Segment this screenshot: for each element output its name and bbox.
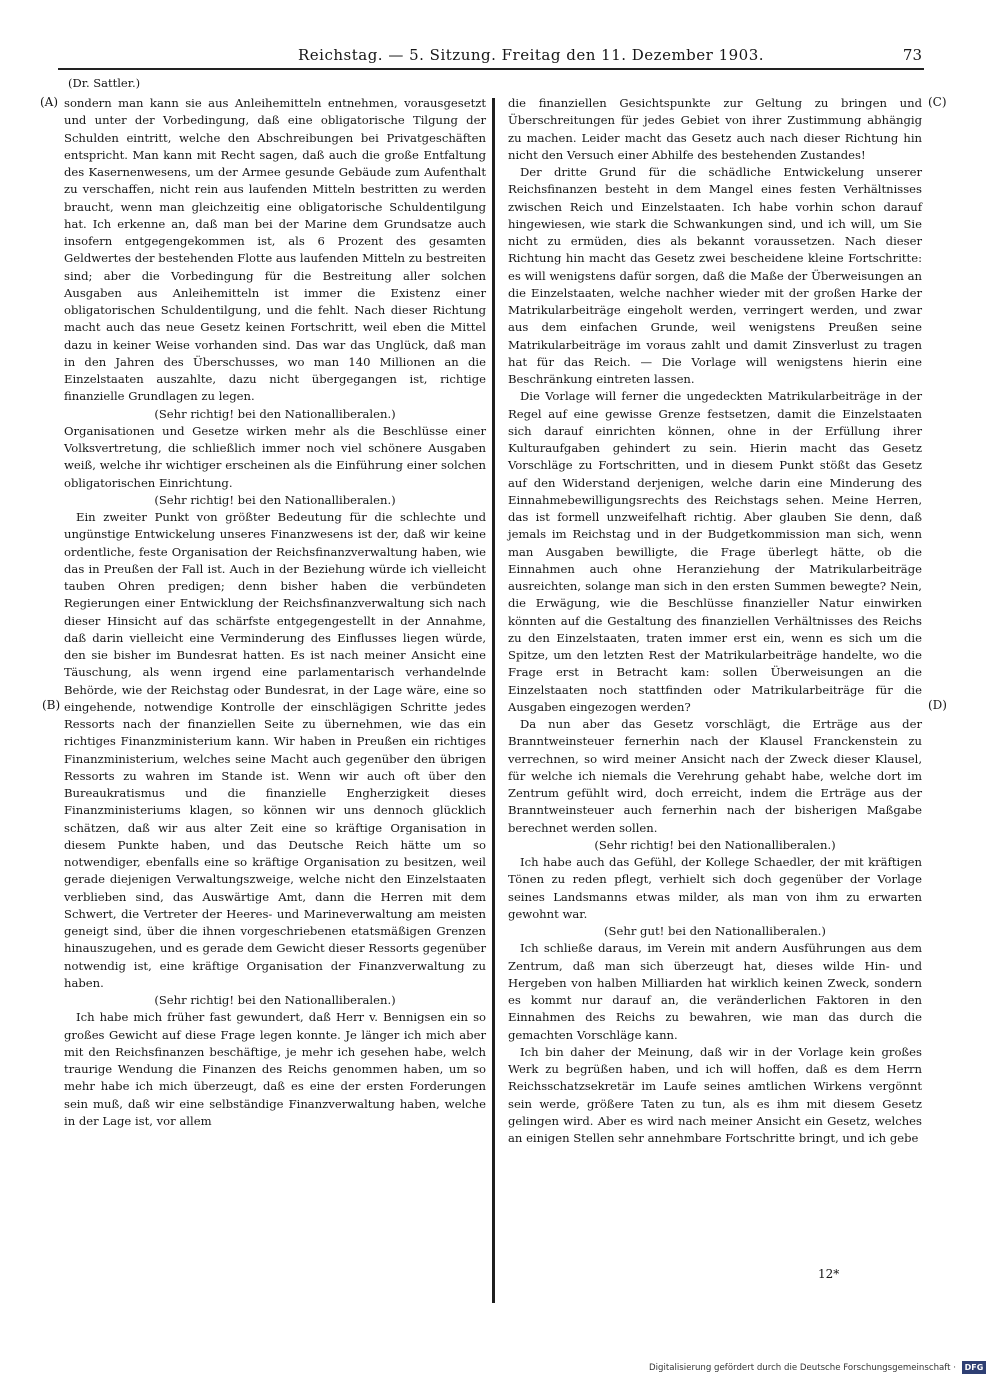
column-divider — [492, 98, 495, 1303]
paragraph: Organisationen und Gesetze wirken mehr als die Beschlüsse einer Volksvertretung, die schließlich immer noch viel schönere Ausgaben weiß, welche ihr wichtiger erscheinen als die Einführung einer solchen obligatorischen Einrichtung. — [64, 423, 486, 490]
paragraph: Ein zweiter Punkt von größter Bedeutung für die schlechte und ungünstige Entwickelung unseres Finanzwesens ist der, daß wir keine ordentliche, feste Organisation der Reichsfinanzverwaltung haben, wie das in Preußen der Fall ist. Auch in der Beziehung würde ich vielleicht tauben Ohren predigen; denn bisher haben die verbündeten Regierungen einer Entwicklung der Reichsfinanzverwaltung sich nach dieser Hinsicht auf das schärfste entgegengestellt in der Annahme, daß darin vielleicht eine Verminderung des Einflusses liegen würde, den sie bisher im Bundesrat hatten. Es ist nach meiner Ansicht eine Täuschung, als wenn irgend eine parlamentarisch verhandelnde Behörde, wie der Reichstag oder Bundesrat, in der Lage wäre, eine so eingehende, notwendige Kontrolle der einschlägigen Schritte jedes Ressorts nach der finanziellen Seite zu übernehmen, wie das ein richtiges Finanzministerium kann. Wir haben in Preußen ein richtiges Finanzministerium, welches seine Macht auch gegenüber den übrigen Ressorts zu wahren im Stande ist. Wenn wir auch oft über den Bureaukratismus und die finanzielle Engherzigkeit dieses Finanzministeriums klagen, so können wir uns dennoch glücklich schätzen, daß wir aus alter Zeit eine so kräftige Organisation in diesem Punkte haben, und das Deutsche Reich hätte um so notwendiger, ebenfalls eine so kräftige Organisation zu besitzen, weil gerade diejenigen Verwaltungszweige, welche nicht den Einzelstaaten verblieben sind, das Auswärtige Amt, dann die Herren mit dem Schwert, die Vertreter der Heeres- und Marineverwaltung am meisten geneigt sind, über die ihnen vorgeschriebenen etatsmäßigen Grenzen hinauszugehen, und es gerade dem Gewicht dieser Ressorts gegenüber notwendig ist, eine kräftige Organisation der Finanzverwaltung zu haben. — [64, 510, 486, 990]
interjection: (Sehr richtig! bei den Nationalliberalen.) — [154, 492, 396, 507]
interjection: (Sehr gut! bei den Nationalliberalen.) — [604, 924, 826, 938]
dfg-logo: DFG — [962, 1361, 986, 1374]
interjection: (Sehr richtig! bei den Nationalliberalen.) — [154, 993, 396, 1007]
paragraph: sondern man kann sie aus Anleihemitteln entnehmen, vorausgesetzt und unter der Vorbedingung, daß eine obligatorische Tilgung der Schulden eintritt, welche den Abschreibungen bei Privatgeschäften entspricht. Man kann mit Recht sagen, daß auch die große Entfaltung des Kasernenwesens, um der Armee gesunde Gebäude zum Aufenthalt zu verschaffen, nicht rein aus laufenden Mitteln bestritten zu werden braucht, wenn man gleichzeitig eine obligatorische Schuldentilgung hat. Ich erkenne an, daß man bei der Marine dem Grundsatze auch insofern entgegengekommen ist, als 6 Prozent des gesamten Geldwertes der bestehenden Flotte aus laufenden Mitteln zu bestreiten sind; aber die Vorbedingung für die Bestreitung aller solchen Ausgaben aus Anleihemitteln ist immer die Existenz einer obligatorischen Schuldentilgung, und die fehlt. Nach dieser Richtung macht auch das neue Gesetz keinen Fortschritt, weil eben die Mittel dazu in keiner Weise vorhanden sind. Das war das Unglück, daß man in den Jahren des Überschusses, wo man 140 Millionen an die Einzelstaaten auszahlte, dazu nicht übergegangen ist, richtige finanzielle Grundlagen zu legen. — [64, 96, 486, 404]
margin-marker-a: (A) — [40, 95, 59, 109]
paragraph: Da nun aber das Gesetz vorschlägt, die Erträge aus der Branntweinsteuer fernerhin nach der Klausel Franckenstein zu verrechnen, so wird meiner Ansicht nach der Zweck dieser Klausel, für welche ich niemals die Verehrung gehabt habe, welche dort im Zentrum gefühlt wird, doch erreicht, indem die Erträge aus der Branntweinsteuer auch fernerhin nach der bisherigen Maßgabe berechnet werden sollen. — [508, 717, 922, 835]
paragraph: die finanziellen Gesichtspunkte zur Geltung zu bringen und Überschreitungen für jedes Gebiet von ihrer Zustimmung abhängig zu machen. Leider macht das Gesetz auch nach dieser Richtung hin nicht den Versuch einer Abhilfe des bestehenden Zustandes! — [508, 96, 922, 162]
interjection: (Sehr richtig! bei den Nationalliberalen.) — [594, 837, 836, 852]
left-column — [64, 95, 486, 1130]
interjection: (Sehr richtig! bei den Nationalliberalen.) — [154, 406, 396, 421]
margin-marker-c: (C) — [928, 95, 947, 109]
margin-marker-b: (B) — [42, 698, 61, 712]
page-header — [58, 40, 924, 70]
paragraph: Ich schließe daraus, im Verein mit andern Ausführungen aus dem Zentrum, daß man sich überzeugt hat, dieses wilde Hin- und Hergeben von halben Milliarden hat wirklich keinen Zweck, sondern es kommt nur darauf an, die veränderlichen Faktoren in den Einnahmen des Reichs zu bewahren, wie man das durch die gemachten Vorschläge kann. — [508, 941, 922, 1042]
paragraph: Die Vorlage will ferner die ungedeckten Matrikularbeiträge in der Regel auf eine gewisse Grenze festsetzen, damit die Einzelstaaten sich darauf einrichten können, ohne in der Erfüllung ihrer Kulturaufgaben gehindert zu sein. Hierin macht das Gesetz Vorschläge zu Fortschritten, und in diesem Punkt stößt das Gesetz auf den Widerstand derjenigen, welche darin eine Minderung des Einnahmebewilligungsrechts des Reichstags sehen. Meine Herren, das ist formell unzweifelhaft richtig. Aber glauben Sie denn, daß jemals im Reichstag und in der Budgetkommission man sich, wenn man Ausgaben bewilligte, die Frage überlegt hätte, ob die Einnahmen auch ohne Heranziehung der Matrikularbeiträge ausreichten, solange man sich in den ersten Summen bewegte? Nein, die Erwägung, wie die Beschlüsse finanzieller Natur einwirken könnten auf die Gestaltung des finanziellen Verhältnisses des Reichs zu den Einzelstaaten, traten immer erst ein, wenn es sich um die Spitze, um den letzten Rest der Matrikularbeiträge handelte, wo die Frage erst in Betracht kam: sollen Überweisungen an die Einzelstaaten noch stattfinden oder Matrikularbeiträge für die Ausgaben eingezogen werden? — [508, 389, 922, 714]
digitization-credit: Digitalisierung gefördert durch die Deutsche Forschungsgemeinschaft · — [649, 1363, 956, 1373]
paragraph: Ich habe auch das Gefühl, der Kollege Schaedler, der mit kräftigen Tönen zu reden pflegt, verhielt sich doch gegenüber der Vorlage seines Landsmanns etwas milder, als man von ihm zu erwarten gewohnt war. — [508, 855, 922, 921]
margin-marker-d: (D) — [928, 698, 947, 712]
speaker-tag: (Dr. Sattler.) — [68, 76, 141, 90]
right-column — [508, 95, 922, 1147]
sheet-signature: 12* — [818, 1267, 840, 1281]
paragraph: Ich habe mich früher fast gewundert, daß Herr v. Bennigsen ein so großes Gewicht auf diese Frage legen konnte. Je länger ich mich aber mit den Reichsfinanzen beschäftige, je mehr ich gesehen habe, welch traurige Wendung die Finanzen des Reichs genommen haben, um so mehr habe ich mich überzeugt, daß es eine der ersten Forderungen sein muß, daß wir eine selbständige Finanzverwaltung haben, welche in der Lage ist, vor allem — [64, 1010, 486, 1128]
page-number: 73 — [902, 46, 922, 64]
paragraph: Ich bin daher der Meinung, daß wir in der Vorlage kein großes Werk zu begrüßen haben, und ich will hoffen, daß es dem Herrn Reichsschatzsekretär im Laufe seines amtlichen Wirkens vergönnt sein werde, größere Taten zu tun, als es ihm mit diesem Gesetz gelingen wird. Aber es wird nach meiner Ansicht ein Gesetz, welches an einigen Stellen sehr annehmbare Fortschritte bringt, und ich gebe — [508, 1044, 922, 1145]
running-title: Reichstag. — 5. Sitzung. Freitag den 11. Dezember 1903. — [298, 46, 765, 64]
paragraph: Der dritte Grund für die schädliche Entwickelung unserer Reichsfinanzen besteht in dem Mangel eines festen Verhältnisses zwischen Reich und Einzelstaaten. Ich habe vorhin schon darauf hingewiesen, wie stark die Schwankungen sind, und ich will, um Sie nicht zu ermüden, dies als bekannt voraussetzen. Nach dieser Richtung hin macht das Gesetz zwei bescheidene kleine Fortschritte: es will wenigstens dafür sorgen, daß die Maße der Überweisungen an die Einzelstaaten, welche nachher wieder mit der großen Harke der Matrikularbeiträge eingeholt werden, verringert werden, und zwar aus dem einfachen Grunde, weil wenigstens Preußen seine Matrikularbeiträge im voraus zahlt und damit Zinsverlust zu tragen hat für das Reich. — Die Vorlage will wenigstens hierin eine Beschränkung eintreten lassen. — [508, 165, 922, 386]
